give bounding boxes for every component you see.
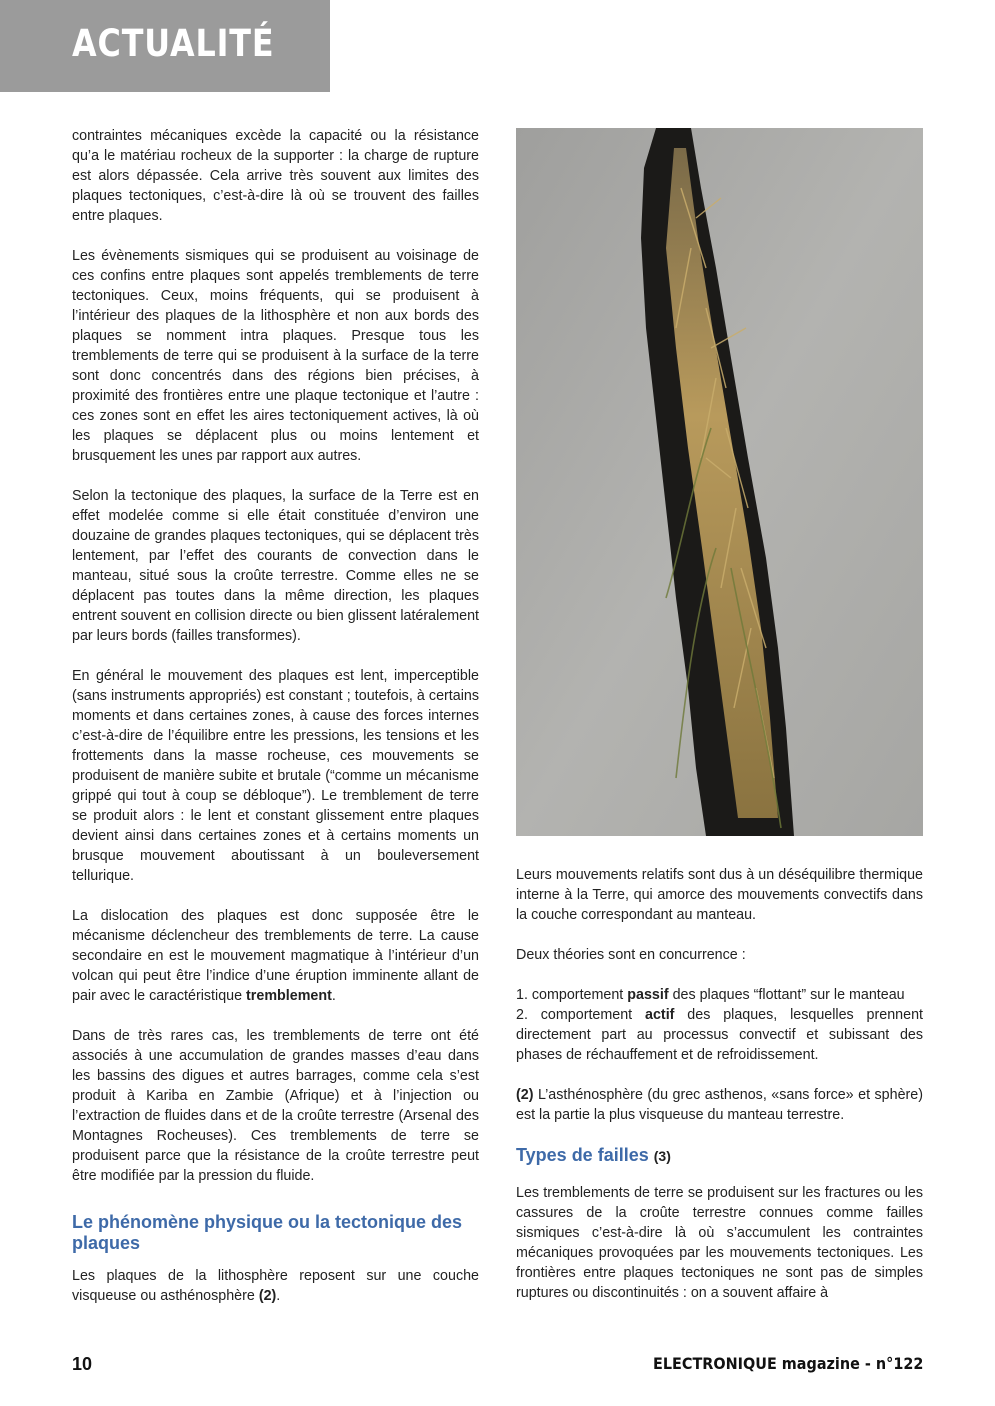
list-text: des plaques “flottant” sur le manteau [672, 987, 905, 1003]
left-column [72, 126, 479, 1306]
list-text: des plaques, lesquelles prennent directement part au processus convectif et subissant des phases de réchauffement et de refroidissement. [516, 1007, 923, 1063]
section-heading [516, 1145, 923, 1167]
section-heading: Le phénomène physique ou la tectonique des plaques [72, 1212, 463, 1253]
footnote-text: L’asthénosphère (du grec asthenos, «sans force» et sphère) est la partie la plus visqueuse du manteau terrestre. [516, 1087, 923, 1123]
paragraph-text: Les plaques de la lithosphère reposent sur une couche visqueuse ou asthénosphère [72, 1268, 479, 1304]
paragraph-text: La dislocation des plaques est donc supposée être le mécanisme déclencheur des tremblements de terre. La cause secondaire en est le mouvement magmatique à l’intérieur d’un volcan qui peut être l’indice d’une éruption imminente allant de pair avec le caractéristique [72, 908, 479, 1004]
crack-illustration [516, 128, 923, 836]
list-item [516, 985, 923, 1005]
paragraph: Dans de très rares cas, les tremblements de terre ont été associés à une accumulation de grandes masses d’eau dans les bassins des digues et autres barrages, comme cela s’est produit à Kariba en Zambie (Afrique) et à l’injection ou l’extraction de fluides dans et de la croûte terrestre (Arsenal des Montagnes Rocheuses). Ces tremblements de terre se produisent parce que la résistance de la croûte terrestre peut être modifiée par la pression du fluide. [72, 1028, 479, 1184]
bold-term: tremblement [246, 988, 332, 1004]
heading-ref: (3) [653, 1148, 671, 1164]
bold-term: passif [627, 987, 669, 1003]
section-title: ACTUALITÉ [72, 22, 275, 65]
paragraph: Les tremblements de terre se produisent sur les fractures ou les cassures de la croûte terrestre connues comme failles sismiques c’est-à-dire là où s’accumulent les contraintes mécaniques provoquées par les mouvements tectoniques. Les frontières entre plaques tectoniques ne sont pas de simples ruptures ou discontinuités : on a souvent affaire à [516, 1185, 923, 1301]
paragraph: contraintes mécaniques excède la capacité ou la résistance qu’a le matériau rocheux de la supporter : la charge de rupture est alors dépassée. Cela arrive très souvent aux limites des plaques tectoniques, c’est-à-dire là où se trouvent des failles entre plaques. [72, 128, 479, 224]
paragraph: Selon la tectonique des plaques, la surface de la Terre est en effet modelée comme si elle était constituée d’environ une douzaine de grandes plaques tectoniques, qui se déplacent très lentement, par l’effet des courants de convection dans le manteau, situé sous la croûte terrestre. Comme elles ne se déplacent pas toutes dans la même direction, les plaques entrent souvent en collision directe ou bien glissent latéralement par leurs bords (failles transformes). [72, 488, 479, 644]
heading-text: Types de failles [516, 1145, 649, 1165]
paragraph: En général le mouvement des plaques est lent, imperceptible (sans instruments appropriés) est constant ; toutefois, à certains moments et dans certaines zones, à cause des forces internes c’est-à-dire de l’équilibre entre les pressions, les tensions et les frottements dans la masse rocheuse, ces mouvements se produisent de manière subite et brutale (“comme un mécanisme grippé qui tout à coup se débloque”). Le tremblement de terre se produit alors : le lent et constant glissement entre plaques devient ainsi dans certaines zones et à certains moments un brusque mouvement aboutissant à un bouleversement tellurique. [72, 668, 479, 884]
paragraph-end: . [331, 988, 336, 1004]
bold-term: actif [645, 1007, 675, 1023]
footnote-ref: (2) [258, 1288, 277, 1304]
page-number: 10 [72, 1354, 93, 1374]
list-text: 1. comportement [516, 987, 624, 1003]
paragraph [72, 1266, 479, 1306]
magazine-name: ELECTRONIQUE magazine - n°122 [652, 1354, 923, 1373]
paragraph [72, 906, 479, 1006]
right-column [516, 865, 923, 1303]
paragraph: Les évènements sismiques qui se produisent au voisinage de ces confins entre plaques sont appelés tremblements de terre tectoniques. Ceux, moins fréquents, qui se produisent à l’intérieur des plaques de la lithosphère et non aux bords des plaques se nomment intra plaques. Presque tous les tremblements de terre qui se produisent à la surface de la terre sont donc concentrés dans des régions bien précises, à proximité des frontières entre une plaque tectonique et l’autre : ces zones sont en effet les aires tectoniquement actives, là où les plaques se déplacent plus ou moins lentement et brusquement les unes par rapport aux autres. [72, 248, 479, 464]
paragraph-end: . [276, 1288, 281, 1304]
list-text: 2. comportement [516, 1007, 633, 1023]
paragraph: Deux théories sont en concurrence : [516, 947, 746, 963]
section-tab [0, 0, 330, 92]
list-item [516, 1005, 923, 1065]
footnote [516, 1085, 923, 1125]
theories-list [516, 985, 923, 1065]
footnote-ref: (2) [516, 1087, 534, 1103]
paragraph: Leurs mouvements relatifs sont dus à un déséquilibre thermique interne à la Terre, qui amorce des mouvements convectifs dans la couche correspondant au manteau. [516, 867, 923, 923]
photo-asphalt-crack [516, 128, 923, 836]
